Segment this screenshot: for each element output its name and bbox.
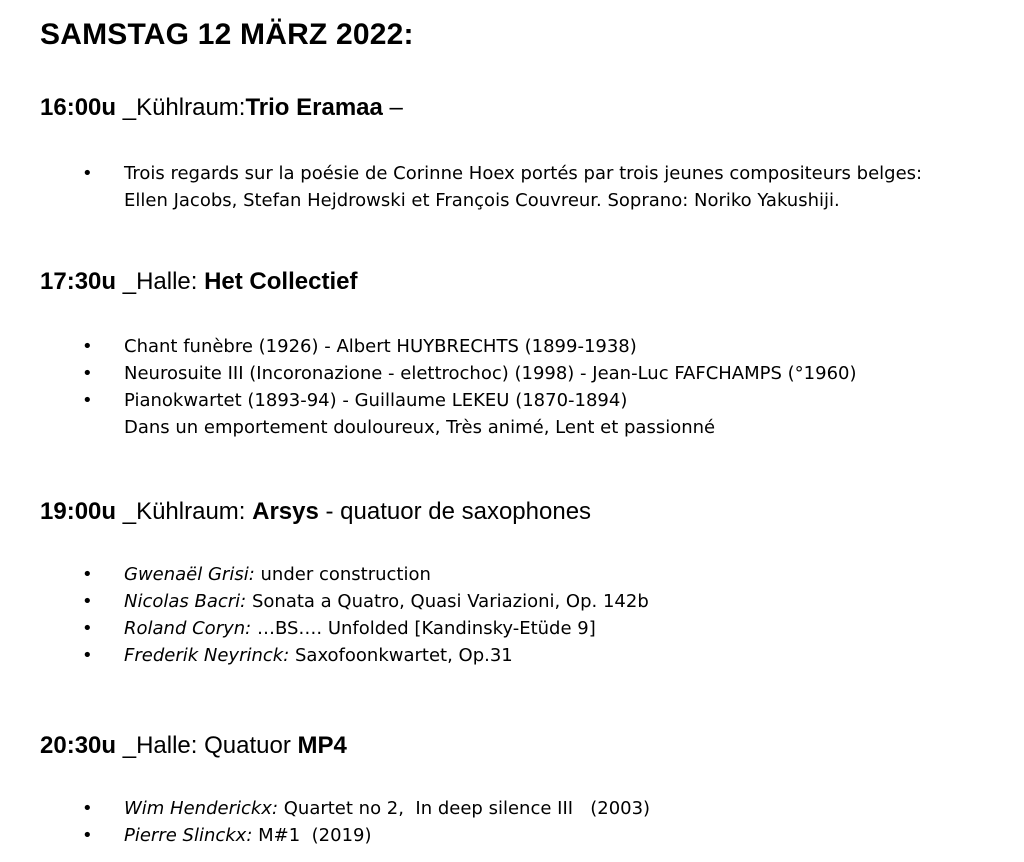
bullet-icon: • [82,825,93,846]
section-venue: _Kühlraum: [116,498,253,525]
item-text: Neurosuite III (Incoronazione - elettrochoc) (1998) - Jean-Luc FAFCHAMPS (°1960) [124,363,857,384]
section-venue: _Halle: [116,268,205,295]
section-heading-3 [40,498,591,526]
section-list-3 [0,561,649,669]
work-title: M#1 (2019) [252,825,372,846]
bullet-icon: • [82,390,93,411]
section-heading-4 [40,732,347,760]
composer-name: Wim Henderickx: [124,798,279,819]
bullet-icon: • [82,336,93,357]
composer-name: Frederik Neyrinck: [124,645,290,666]
section-time: 17:30u [40,268,117,295]
item-text: Trois regards sur la poésie de Corinne Hoex portés par trois jeunes compositeurs belges: [124,163,923,184]
bullet-icon: • [82,798,93,819]
list-item [0,642,649,669]
work-title: under construction [254,564,431,585]
composer-name: Pierre Slinckx: [124,825,253,846]
section-performer: Arsys [252,498,319,525]
list-item [0,822,650,849]
item-text-continued: Ellen Jacobs, Stefan Hejdrowski et François Couvreur. Soprano: Noriko Yakushiji. [124,190,840,211]
work-title: …BS…. Unfolded [Kandinsky-Etüde 9] [251,618,596,639]
section-time: 16:00u [40,94,117,121]
section-list-4 [0,795,650,849]
list-item [0,795,650,822]
bullet-icon: • [82,591,93,612]
composer-name: Roland Coryn: [124,618,252,639]
work-title: Sonata a Quatro, Quasi Variazioni, Op. 142b [246,591,649,612]
section-performer: Trio Eramaa [245,94,383,121]
list-item [0,360,857,387]
section-time: 19:00u [40,498,117,525]
page-title: SAMSTAG 12 MÄRZ 2022: [40,18,414,51]
section-time: 20:30u [40,732,117,759]
list-item [0,561,649,588]
item-text-continued: Dans un emportement douloureux, Très animé, Lent et passionné [124,417,716,438]
composer-name: Gwenaël Grisi: [124,564,255,585]
section-suffix: – [382,94,403,121]
bullet-icon: • [82,618,93,639]
bullet-icon: • [82,363,93,384]
section-heading-1 [40,94,403,122]
section-list-1 [0,160,922,214]
item-text: Chant funèbre (1926) - Albert HUYBRECHTS (1899-1938) [124,336,637,357]
section-suffix: - quatuor de saxophones [318,498,592,525]
list-item [0,333,857,360]
section-heading-2 [40,268,357,296]
section-venue: _Kühlraum: [116,94,246,121]
composer-name: Nicolas Bacri: [124,591,247,612]
work-title: Saxofoonkwartet, Op.31 [289,645,513,666]
list-item [0,387,857,441]
bullet-icon: • [82,564,93,585]
list-item [0,615,649,642]
section-performer: Het Collectief [204,268,358,295]
section-performer: MP4 [297,732,347,759]
item-text: Pianokwartet (1893-94) - Guillaume LEKEU (1870-1894) [124,390,628,411]
bullet-icon: • [82,163,93,184]
section-list-2 [0,333,857,441]
work-title: Quartet no 2, In deep silence III (2003) [278,798,651,819]
section-venue: _Halle: Quatuor [116,732,298,759]
list-item [0,588,649,615]
list-item [0,160,922,214]
bullet-icon: • [82,645,93,666]
